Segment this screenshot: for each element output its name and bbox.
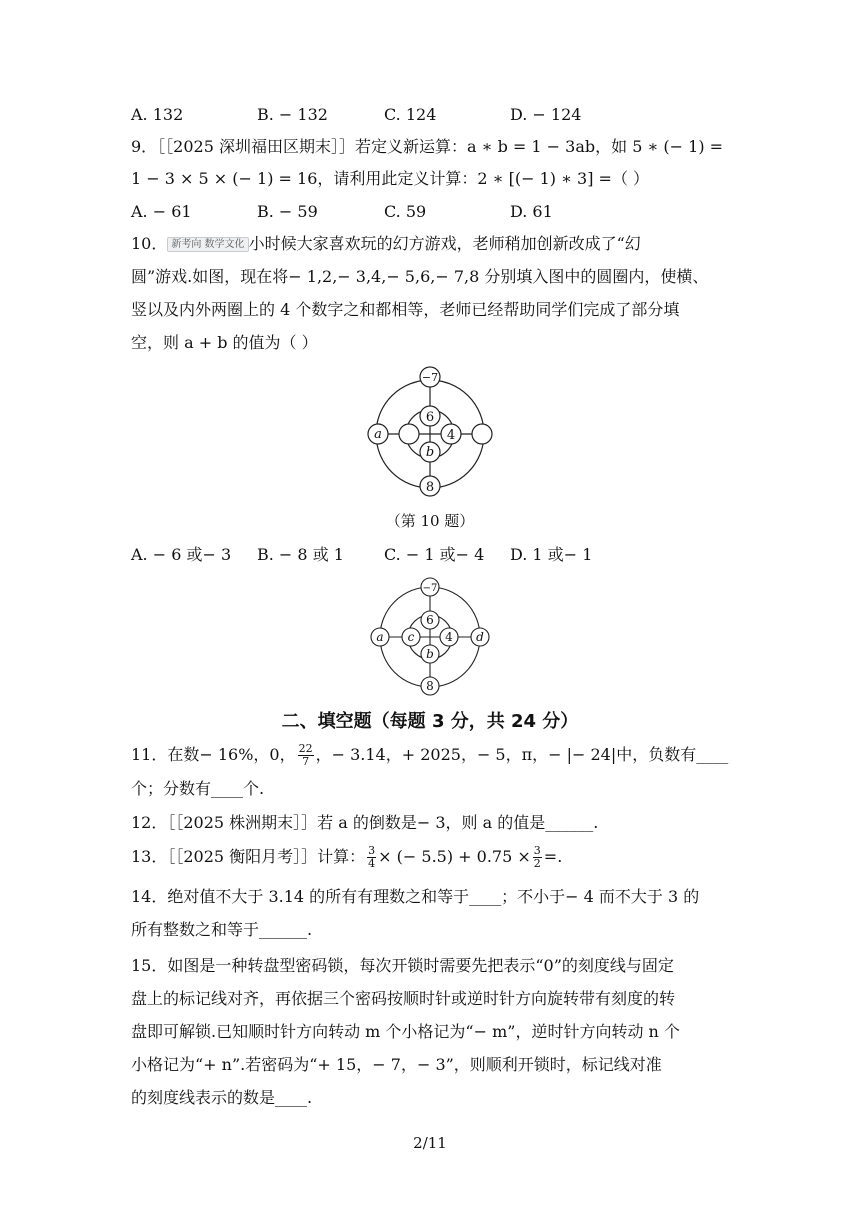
q10-line-3: 竖以及内外两圈上的 4 个数字之和都相等，老师已经帮助同学们完成了部分填 — [131, 300, 680, 319]
magic-circle-figure-2 — [360, 575, 500, 699]
q15-line-4: 小格记为“+ n”.若密码为“+ 15，− 7，− 3”，则顺利开锁时，标记线对准 — [131, 1055, 662, 1074]
q13-fraction-1 — [367, 845, 376, 870]
q13-fraction-1-numerator: 3 — [368, 844, 376, 857]
q10-option-c: C. − 1 或− 4 — [384, 545, 485, 564]
fig2-inner-top-value: 6 — [426, 613, 434, 627]
q10-option-b: B. − 8 或 1 — [257, 545, 344, 564]
q11-fraction-numerator: 22 — [298, 742, 313, 755]
q15-line-3: 盘即可解锁.已知顺时针方向转动 m 个小格记为“− m”，逆时针方向转动 n 个 — [131, 1022, 680, 1041]
q10-line-2: 圆”游戏.如图，现在将− 1,2,− 3,4,− 5,6,− 7,8 分别填入图中的圆圈内，使横、 — [131, 267, 709, 286]
q8-option-c: C. 124 — [384, 105, 437, 124]
fig2-right-value: d — [476, 630, 484, 644]
q13-text-pre: 13．［［2025 衡阳月考］］计算： — [131, 847, 366, 866]
fig1-top-value: −7 — [421, 371, 439, 384]
q10-topic-tag: 新考向 数学文化 — [167, 237, 248, 252]
q13-text-mid: × (− 5.5) + 0.75 × — [378, 847, 531, 866]
q8-option-b: B. − 132 — [257, 105, 328, 124]
q11-line-2: 个；分数有____个. — [131, 779, 265, 798]
fig2-inner-left-value: c — [407, 630, 415, 644]
q9-option-d: D. 61 — [510, 202, 553, 221]
q10-figure-caption: （第 10 题） — [385, 512, 475, 530]
magic-circle-figure-1 — [356, 366, 504, 502]
section-2-heading: 二、填空题（每题 3 分，共 24 分） — [281, 711, 579, 732]
q12-line: 12．［［2025 株洲期末］］若 a 的倒数是− 3，则 a 的值是______. — [131, 813, 599, 832]
q8-option-d: D. − 124 — [510, 105, 582, 124]
fig2-top-value: −7 — [422, 583, 438, 594]
fig1-inner-bottom-value: b — [425, 445, 435, 460]
q10-line-1-text: 小时候大家喜欢玩的幻方游戏，老师稍加创新改成了“幻 — [248, 234, 641, 253]
q10-line-4: 空，则 a + b 的值为（ ） — [131, 333, 318, 352]
q8-option-a: A. 132 — [131, 105, 184, 124]
fig1-inner-top-value: 6 — [425, 410, 435, 425]
q13-fraction-2-denominator: 2 — [533, 857, 541, 870]
q13-fraction-2 — [533, 845, 542, 870]
fig1-bottom-value: 8 — [425, 480, 435, 495]
page-number: 2/11 — [413, 1134, 447, 1152]
q10-line-1 — [131, 233, 641, 255]
q11-fraction-denominator: 7 — [302, 755, 310, 768]
q15-line-5: 的刻度线表示的数是____. — [131, 1088, 313, 1107]
q13-fraction-1-denominator: 4 — [368, 857, 376, 870]
q11-text-pre: 11．在数− 16%，0， — [131, 745, 296, 764]
q14-line-2: 所有整数之和等于______. — [131, 920, 313, 939]
q9-option-b: B. − 59 — [257, 202, 318, 221]
q14-line-1: 14．绝对值不大于 3.14 的所有有理数之和等于____；不小于− 4 而不大于 3 的 — [131, 887, 700, 906]
q13-line — [131, 840, 562, 874]
fig2-inner-bottom-value: b — [426, 647, 434, 661]
q13-text-post: =. — [543, 847, 563, 866]
fig2-inner-right-value: 4 — [445, 630, 453, 644]
fig1-left-value: a — [374, 427, 382, 442]
q13-fraction-2-numerator: 3 — [533, 844, 541, 857]
fig2-bottom-value: 8 — [426, 679, 434, 693]
q15-line-2: 盘上的标记线对齐，再依据三个密码按顺时针或逆时针方向旋转带有刻度的转 — [131, 989, 676, 1008]
q9-line-1: 9．［［2025 深圳福田区期末］］若定义新运算：a ∗ b = 1 − 3ab，如 5 ∗ (− 1) = — [131, 137, 724, 156]
q9-option-c: C. 59 — [384, 202, 427, 221]
q10-number: 10． — [131, 234, 168, 253]
q11-fraction — [298, 743, 314, 768]
q9-line-2: 1 − 3 × 5 × (− 1) = 16，请利用此定义计算：2 ∗ [(− 1) ∗ 3] =（ ） — [131, 169, 650, 188]
q15-line-1: 15．如图是一种转盘型密码锁，每次开锁时需要先把表示“0”的刻度线与固定 — [131, 956, 674, 975]
q10-option-d: D. 1 或− 1 — [510, 545, 593, 564]
q10-option-a: A. − 6 或− 3 — [131, 545, 232, 564]
q11-text-post: ，− 3.14，+ 2025，− 5，π，− |− 24|中，负数有____ — [315, 745, 729, 764]
q9-option-a: A. − 61 — [131, 202, 192, 221]
fig2-left-value: a — [376, 630, 384, 644]
q11-line-1 — [131, 738, 728, 772]
fig1-inner-right-value: 4 — [446, 428, 456, 443]
